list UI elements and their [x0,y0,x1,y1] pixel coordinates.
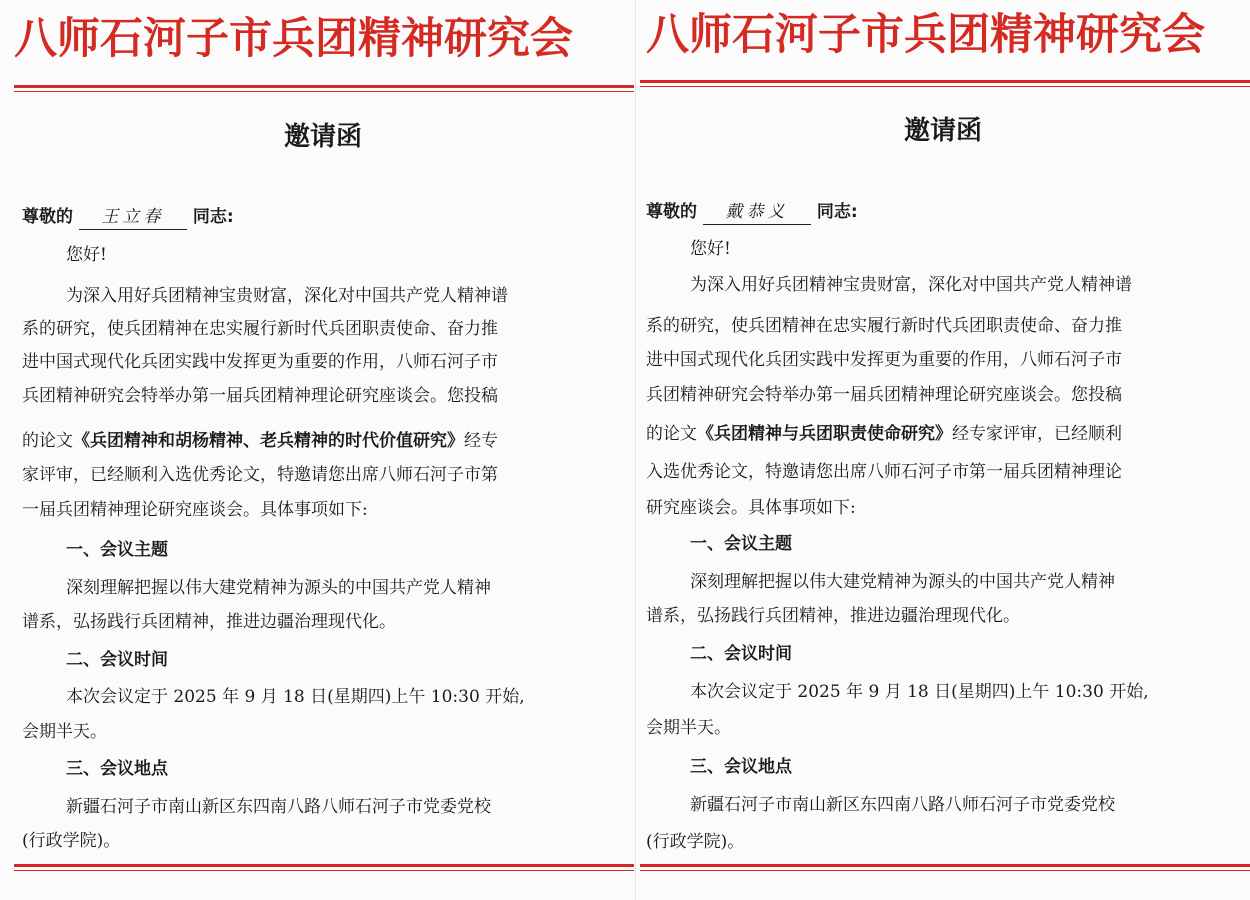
letterhead: 八师石河子市兵团精神研究会 [646,10,1205,60]
body-line: 为深入用好兵团精神宝贵财富，深化对中国共产党人精神谱 [66,286,508,306]
footer-rule-thin [14,870,634,871]
page-title: 邀请函 [904,116,983,146]
greeting: 您好! [66,245,107,265]
salutation [22,205,234,230]
salutation-suffix: 同志: [192,207,234,227]
section-line: 新疆石河子市南山新区东四南八路八师石河子市党委党校 [66,797,491,817]
section-line: (行政学院)。 [22,831,121,851]
body-line: 系的研究，使兵团精神在忠实履行新时代兵团职责使命、奋力推 [22,319,498,339]
paper-suffix: 经专 [464,431,498,451]
section-line: 会期半天。 [22,722,107,742]
body-line: 家评审，已经顺利入选优秀论文，特邀请您出席八师石河子市第 [22,465,498,485]
footer-rule [640,864,1250,867]
page-title: 邀请函 [284,122,363,152]
paper-title: 《兵团精神与兵团职责使命研究》 [697,424,952,444]
body-line: 为深入用好兵团精神宝贵财富，深化对中国共产党人精神谱 [690,275,1132,295]
section-line: 谱系，弘扬践行兵团精神，推进边疆治理现代化。 [22,612,396,632]
body-line: 入选优秀论文，特邀请您出席八师石河子市第一届兵团精神理论 [646,462,1122,482]
section-line: 本次会议定于 2025 年 9 月 18 日(星期四)上午 10:30 开始, [690,682,1149,702]
section-heading-topic: 一、会议主题 [66,540,168,560]
paper-prefix: 的论文 [646,424,697,444]
section-line: 会期半天。 [646,718,731,738]
section-heading-venue: 三、会议地点 [66,759,168,779]
body-line: 进中国式现代化兵团实践中发挥更为重要的作用，八师石河子市 [22,352,498,372]
section-heading-venue: 三、会议地点 [690,757,792,777]
salutation-prefix: 尊敬的 [646,202,697,222]
paper-title: 《兵团精神和胡杨精神、老兵精神的时代价值研究》 [73,431,464,451]
section-heading-time: 二、会议时间 [690,644,792,664]
invitation-letter-2 [636,0,1250,900]
footer-rule-thin [640,870,1250,871]
section-line: 深刻理解把握以伟大建党精神为源头的中国共产党人精神 [690,572,1115,592]
body-line: 进中国式现代化兵团实践中发挥更为重要的作用，八师石河子市 [646,350,1122,370]
section-line: 本次会议定于 2025 年 9 月 18 日(星期四)上午 10:30 开始, [66,687,525,707]
recipient-name: 王立春 [79,205,187,230]
body-line: 一届兵团精神理论研究座谈会。具体事项如下: [22,500,368,520]
section-line: 深刻理解把握以伟大建党精神为源头的中国共产党人精神 [66,578,491,598]
letterhead-rule-thin [14,91,634,92]
section-heading-topic: 一、会议主题 [690,534,792,554]
greeting: 您好! [690,239,731,259]
section-line: 谱系，弘扬践行兵团精神，推进边疆治理现代化。 [646,606,1020,626]
section-heading-time: 二、会议时间 [66,650,168,670]
letterhead-rule [14,85,634,88]
salutation [646,200,858,225]
section-line: 新疆石河子市南山新区东四南八路八师石河子市党委党校 [690,795,1115,815]
salutation-prefix: 尊敬的 [22,207,73,227]
section-line: (行政学院)。 [646,832,745,852]
paper-line [646,422,1122,446]
paper-prefix: 的论文 [22,431,73,451]
paper-suffix: 经专家评审，已经顺利 [952,424,1122,444]
recipient-name: 戴恭义 [703,200,811,225]
body-line: 兵团精神研究会特举办第一届兵团精神理论研究座谈会。您投稿 [22,386,498,406]
body-line: 兵团精神研究会特举办第一届兵团精神理论研究座谈会。您投稿 [646,385,1122,405]
footer-rule [14,864,634,867]
letterhead: 八师石河子市兵团精神研究会 [14,14,573,64]
letterhead-rule-thin [640,86,1250,87]
body-line: 系的研究，使兵团精神在忠实履行新时代兵团职责使命、奋力推 [646,316,1122,336]
paper-line [22,429,498,453]
salutation-suffix: 同志: [816,202,858,222]
body-line: 研究座谈会。具体事项如下: [646,498,856,518]
letterhead-rule [640,80,1250,83]
